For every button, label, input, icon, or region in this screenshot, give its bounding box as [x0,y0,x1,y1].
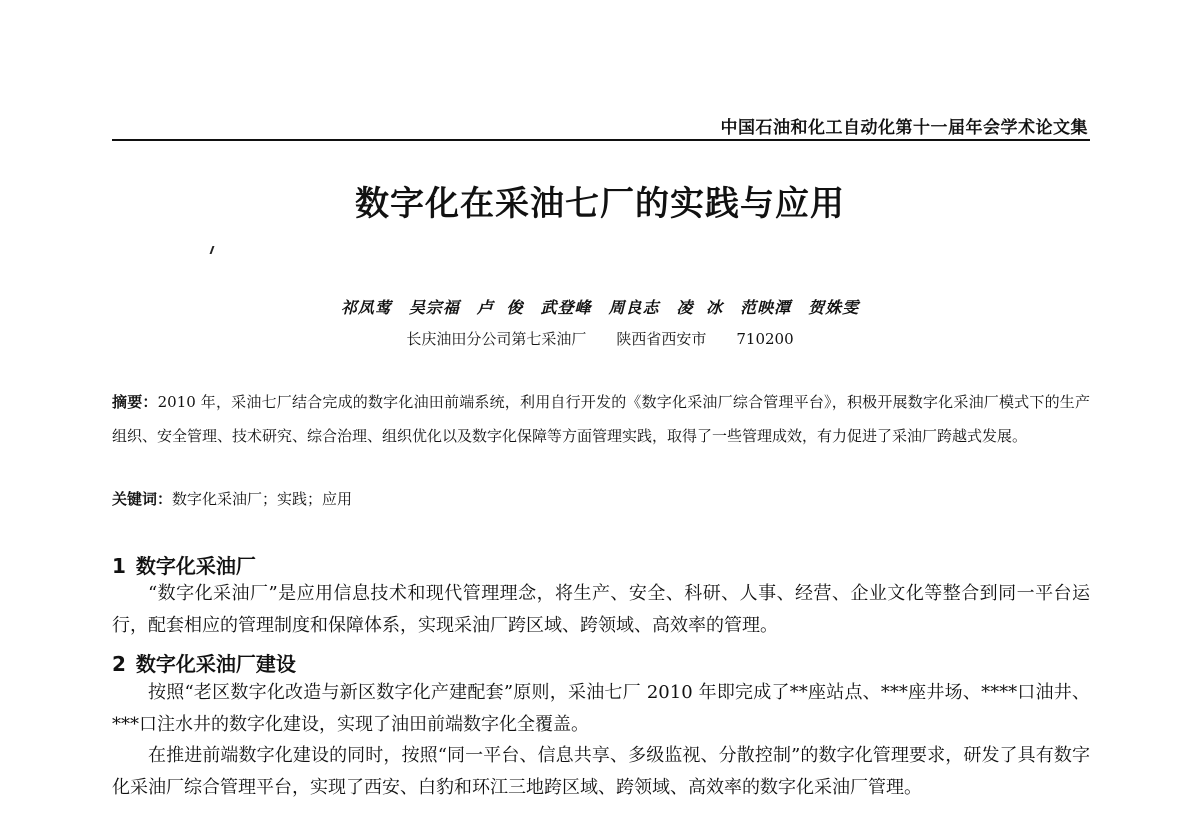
author-list: 祁凤莺 吴宗福 卢 俊 武登峰 周良志 凌 冰 范映潭 贺姝雯 [340,298,860,317]
paragraph: “数字化采油厂”是应用信息技术和现代管理理念，将生产、安全、科研、人事、经营、企业文化等整合到同一平台运行，配套相应的管理制度和保障体系，实现采油厂跨区域、跨领域、高效率的管理。 [112,583,1090,636]
section-title: 数字化采油厂建设 [135,652,296,676]
abstract-text: 2010 年，采油七厂结合完成的数字化油田前端系统，利用自行开发的《数字化采油厂综合管理平台》，积极开展数字化采油厂模式下的生产组织、安全管理、技术研究、综合治理、组织优化以及数字化保障等方面管理实践，取得了一些管理成效，有力促进了采油厂跨越式发展。 [112,393,1090,445]
paper-title: 数字化在采油七厂的实践与应用 [355,184,845,224]
abstract-label: 摘要： [112,393,158,411]
scan-artifact-mark [210,246,215,254]
abstract [112,385,1090,453]
keywords [112,487,1090,511]
affiliation: 长庆油田分公司第七采油厂 陕西省西安市 710200 [406,330,794,348]
keywords-label: 关键词： [112,490,173,508]
keywords-text: 数字化采油厂；实践；应用 [172,490,353,508]
section-title: 数字化采油厂 [135,554,256,578]
running-header: 中国石油和化工自动化第十一届年会学术论文集 [720,118,1088,138]
header-rule [112,139,1090,141]
section-heading-1 [112,550,256,579]
section-number: 2 [112,652,126,676]
paragraph: 按照“老区数字化改造与新区数字化产建配套”原则，采油七厂 2010 年即完成了**座站点、***座井场、****口油井、***口注水井的数字化建设，实现了油田前端数字化全覆盖。 [112,682,1090,735]
section-number: 1 [112,554,126,578]
paragraph: 在推进前端数字化建设的同时，按照“同一平台、信息共享、多级监视、分散控制”的数字化管理要求，研发了具有数字化采油厂综合管理平台，实现了西安、白豹和环江三地跨区域、跨领域、高效率的数字化采油厂管理。 [112,745,1090,798]
section-heading-2 [112,648,296,677]
